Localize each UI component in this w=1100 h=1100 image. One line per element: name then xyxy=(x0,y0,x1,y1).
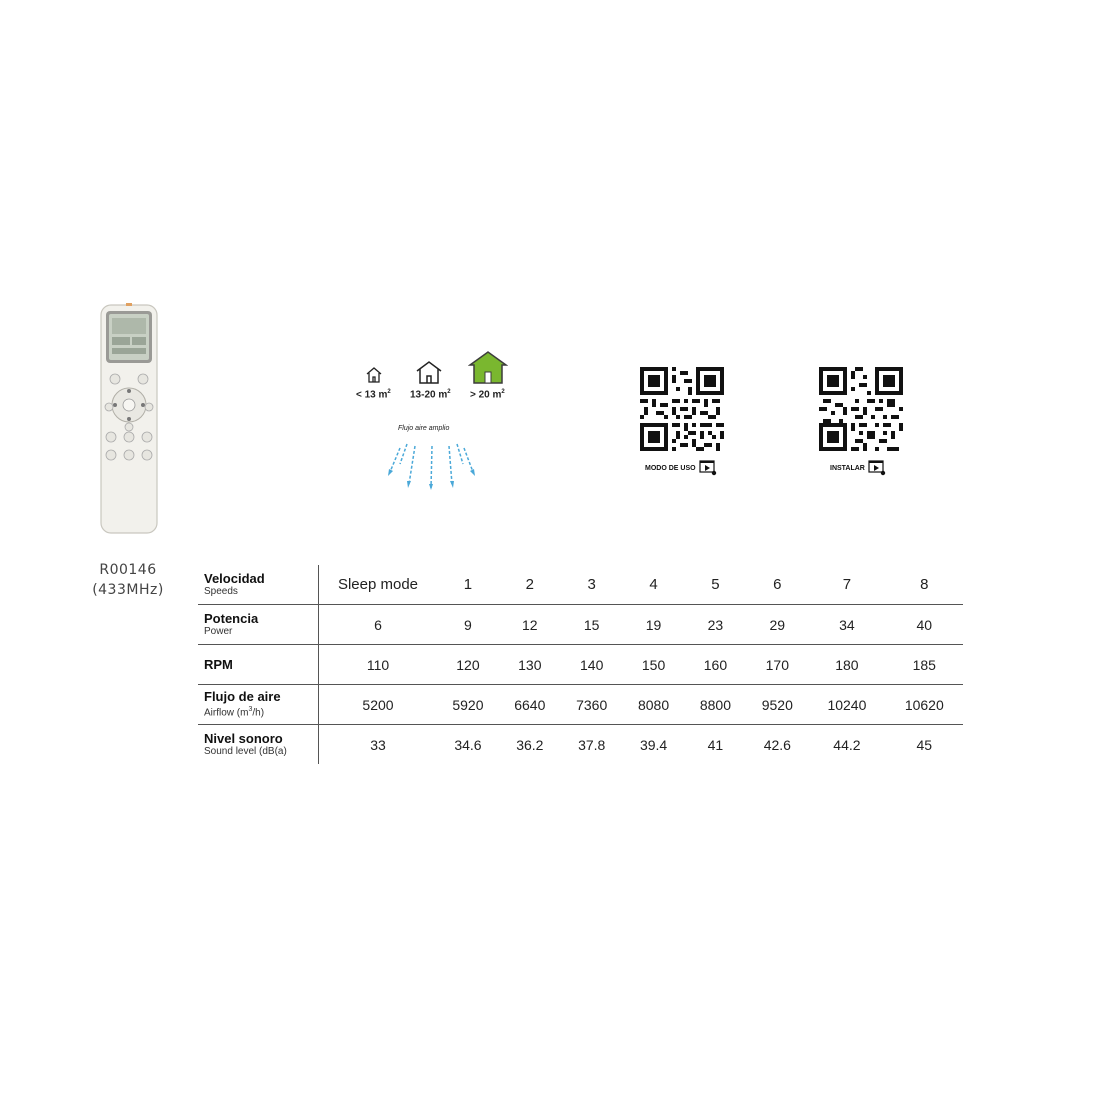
model-frequency: (433MHz) xyxy=(92,582,164,598)
qr-code-install[interactable] xyxy=(819,367,903,451)
house-medium-label: 13-20 $m^2$ xyxy=(410,389,451,401)
row-label-en: Speeds xyxy=(204,585,238,597)
medium-house-icon xyxy=(415,360,443,384)
table-cell: 39.4 xyxy=(639,736,668,753)
row-header-power xyxy=(198,605,319,645)
table-cell: 23 xyxy=(707,616,724,633)
airflow-label: Flujo aire amplio xyxy=(398,425,450,432)
table-cell: 8800 xyxy=(699,696,732,713)
table-cell: 1 xyxy=(463,576,473,593)
table-cell: 180 xyxy=(835,656,859,673)
table-cell: 140 xyxy=(580,656,604,673)
large-house-icon xyxy=(468,350,508,384)
remote-control-image xyxy=(100,303,158,535)
table-cell: 42.6 xyxy=(763,736,791,753)
table-cell: 185 xyxy=(912,656,936,673)
table-row xyxy=(198,645,963,685)
table-cell: 160 xyxy=(703,656,728,673)
table-row xyxy=(198,685,963,725)
airflow-arrows-icon xyxy=(385,440,480,490)
table-cell: 7360 xyxy=(576,696,608,713)
qr-caption-install-text: INSTALAR xyxy=(830,464,865,472)
table-cell: 15 xyxy=(583,616,600,633)
table-cell: 34.6 xyxy=(454,736,482,753)
row-label-es: Potencia xyxy=(204,610,259,626)
row-label-en: Power xyxy=(204,625,233,637)
table-cell: 5200 xyxy=(362,696,394,713)
table-cell: 120 xyxy=(456,656,480,673)
table-cell: 6640 xyxy=(514,696,546,713)
row-label-en: Sound level (dB(a) xyxy=(204,745,287,757)
row-label-es: Flujo de aire xyxy=(204,688,281,704)
table-cell: 5920 xyxy=(452,696,484,713)
table-cell: 34 xyxy=(839,616,855,633)
row-header-rpm xyxy=(198,645,319,685)
table-cell: 36.2 xyxy=(516,736,544,753)
table-cell: 37.8 xyxy=(578,736,606,753)
table-cell: 10620 xyxy=(904,696,944,713)
row-label-en xyxy=(204,704,318,719)
row-label-es: RPM xyxy=(204,656,233,672)
table-cell: 8 xyxy=(920,576,929,593)
table-cell: 45 xyxy=(916,736,933,753)
row-header-speeds xyxy=(198,565,319,605)
table-row xyxy=(198,565,963,605)
table-cell: 6 xyxy=(374,616,382,633)
table-cell: 44.2 xyxy=(833,736,861,753)
table-cell: 130 xyxy=(518,656,542,673)
table-cell: 6 xyxy=(773,576,782,593)
table-row xyxy=(198,605,963,645)
qr-caption-install xyxy=(830,460,886,476)
model-label xyxy=(78,560,178,600)
qr-code-usage[interactable] xyxy=(640,367,724,451)
table-cell: 29 xyxy=(769,616,786,633)
table-cell: 5 xyxy=(711,576,720,593)
row-label-es: Nivel sonoro xyxy=(204,730,283,746)
small-house-icon xyxy=(365,366,383,383)
table-cell: 41 xyxy=(707,736,724,753)
qr-caption-usage-text: MODO DE USO xyxy=(645,464,696,472)
house-small-label: < 13 $m^2$ xyxy=(356,389,391,401)
row-header-sound xyxy=(198,725,319,765)
table-cell: 110 xyxy=(366,656,390,673)
video-play-icon xyxy=(868,460,886,476)
table-cell: 3 xyxy=(587,576,596,593)
row-label-en-text: Airflow (m xyxy=(204,707,249,719)
table-row xyxy=(198,725,963,765)
table-cell: 12 xyxy=(522,616,538,633)
table-cell: 2 xyxy=(525,576,534,593)
table-cell: 9520 xyxy=(761,696,793,713)
table-cell: 7 xyxy=(842,576,852,593)
table-cell: 4 xyxy=(649,576,658,593)
table-cell: 150 xyxy=(641,656,666,673)
model-code: R00146 xyxy=(99,562,157,578)
table-cell: 170 xyxy=(765,656,789,673)
row-label-en-sup: 3 xyxy=(248,705,253,713)
table-cell: 40 xyxy=(916,616,933,633)
row-label-en-tail: /h) xyxy=(252,707,265,719)
table-cell: 19 xyxy=(645,616,662,633)
qr-caption-usage xyxy=(645,460,717,476)
table-cell: 33 xyxy=(370,736,386,753)
video-play-icon xyxy=(699,460,717,476)
table-cell: 8080 xyxy=(637,696,670,713)
spec-table xyxy=(198,565,963,764)
house-large-label: > 20 $m^2$ xyxy=(470,389,505,401)
row-label-es: Velocidad xyxy=(204,570,265,586)
table-cell: Sleep mode xyxy=(337,576,419,593)
table-cell: 10240 xyxy=(827,696,867,713)
row-header-airflow xyxy=(198,685,319,725)
table-cell: 9 xyxy=(464,616,472,633)
